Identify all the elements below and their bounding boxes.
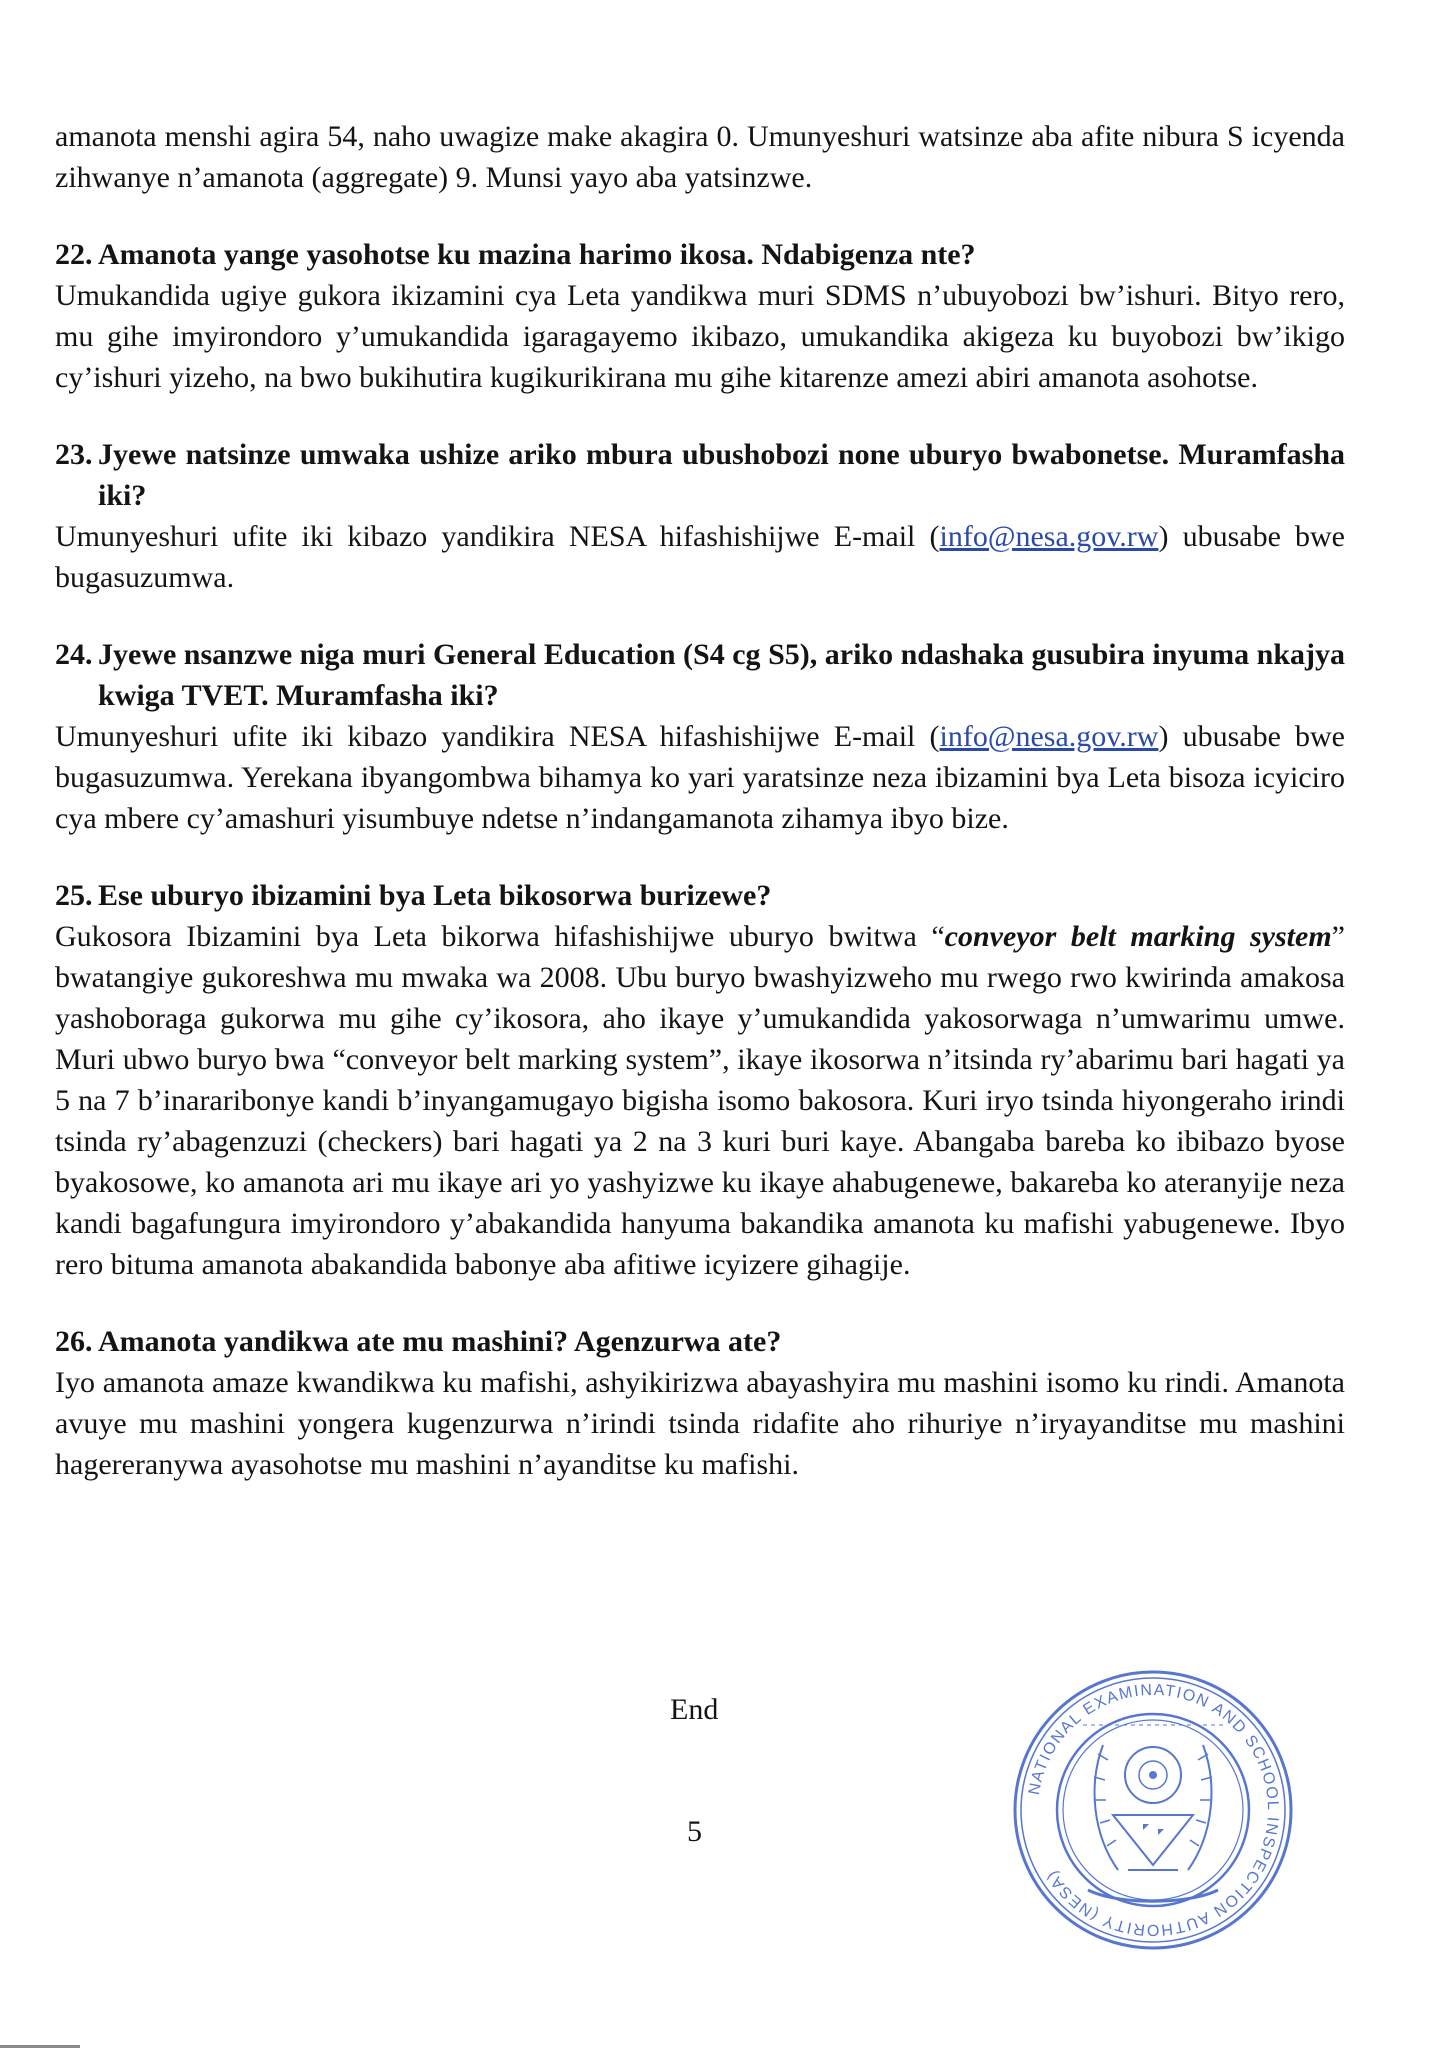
email-link[interactable]: info@nesa.gov.rw bbox=[939, 720, 1159, 753]
emphasized-term: conveyor belt marking system bbox=[944, 920, 1332, 953]
question-heading bbox=[55, 234, 1345, 275]
question-heading bbox=[55, 634, 1345, 716]
end-label: End bbox=[670, 1693, 719, 1726]
answer-text: ) ubusabe bwe bugasuzumwa. Yerekana ibyangombwa bihamya ko yari yaratsinze neza ibizamini bya Leta bisoza icyiciro cya mbere cy’amashuri yisumbuye ndetse n’indangamanota zihamya ibyo bize. bbox=[55, 720, 1345, 835]
answer-text: ) ubusabe bwe bugasuzumwa. bbox=[55, 520, 1345, 594]
answer-text: Umunyeshuri ufite iki kibazo yandikira NESA hifashishijwe E-mail ( bbox=[55, 520, 940, 553]
question-text: Jyewe natsinze umwaka ushize ariko mbura ubushobozi none uburyo bwabonetse. Muramfasha iki? bbox=[98, 438, 1345, 512]
seal-graphic bbox=[1008, 1665, 1298, 1955]
faq-item-23 bbox=[55, 434, 1345, 598]
intro-paragraph: amanota menshi agira 54, naho uwagize make akagira 0. Umunyeshuri watsinze aba afite nibura S icyenda zihwanye n’amanota (aggregate) 9. Munsi yayo aba yatsinzwe. bbox=[55, 120, 1345, 194]
answer-paragraph bbox=[55, 516, 1345, 598]
question-number: 22. bbox=[55, 238, 93, 271]
faq-item-24 bbox=[55, 634, 1345, 839]
question-text: Amanota yange yasohotse ku mazina harimo ikosa. Ndabigenza nte? bbox=[98, 238, 976, 271]
question-heading bbox=[55, 875, 1345, 916]
question-number: 24. bbox=[55, 638, 93, 671]
email-link[interactable]: info@nesa.gov.rw bbox=[939, 520, 1159, 553]
faq-item-25 bbox=[55, 875, 1345, 1285]
faq-item-26 bbox=[55, 1321, 1345, 1485]
question-text: Jyewe nsanzwe niga muri General Education (S4 cg S5), ariko ndashaka gusubira inyuma nkajya kwiga TVET. Muramfasha iki? bbox=[98, 638, 1345, 712]
question-heading bbox=[55, 1321, 1345, 1362]
answer-text: Umunyeshuri ufite iki kibazo yandikira NESA hifashishijwe E-mail ( bbox=[55, 720, 940, 753]
official-seal-stamp bbox=[1008, 1665, 1298, 1955]
answer-text: Gukosora Ibizamini bya Leta bikorwa hifashishijwe uburyo bwitwa “ bbox=[55, 920, 945, 953]
answer-paragraph: Iyo amanota amaze kwandikwa ku mafishi, ashyikirizwa abayashyira mu mashini isomo ku rindi. Amanota avuye mu mashini yongera kugenzurwa n’irindi tsinda ridafite aho rihuriye n’iryayanditse mu mashini hagereranywa ayasohotse mu mashini n’ayanditse ku mafishi. bbox=[55, 1366, 1345, 1481]
question-number: 26. bbox=[55, 1325, 93, 1358]
question-heading bbox=[55, 434, 1345, 516]
svg-text:NATIONAL EXAMINATION AND SCHOO: NATIONAL EXAMINATION AND SCHOOL INSPECTION AUTHORITY (NESA) bbox=[1025, 1681, 1282, 1939]
question-text: Amanota yandikwa ate mu mashini? Agenzurwa ate? bbox=[98, 1325, 782, 1358]
answer-text: ” bwatangiye gukoreshwa mu mwaka wa 2008. Ubu buryo bwashyizweho mu rwego rwo kwirinda amakosa yashoboraga gukorwa mu gihe cy’ikosora, aho ikaye y’umukandida yakosorwaga n’umwarimu umwe. Muri ubwo buryo bwa “conveyor belt marking system”, ikaye ikosorwa n’itsinda ry’abarimu bari hagati ya 5 na 7 b’inararibonye kandi b’inyangamugayo bigisha isomo bakosora. Kuri iryo tsinda hiyongeraho irindi tsinda ry’abagenzuzi (checkers) bari hagati ya 2 na 3 kuri buri kaye. Abangaba bareba ko ibibazo byose byakosowe, ko amanota ari mu ikaye ari yo yashyizwe ku ikaye ahabugenewe, bakareba ko ateranyije neza kandi bagafungura imyirondoro y’abakandida hanyuma bakandika amanota ku mafishi yabugenewe. Ibyo rero bituma amanota abakandida babonye aba afitiwe icyizere gihagije. bbox=[55, 920, 1345, 1281]
page-number: 5 bbox=[687, 1815, 702, 1848]
question-number: 25. bbox=[55, 879, 93, 912]
answer-paragraph: Umukandida ugiye gukora ikizamini cya Leta yandikwa muri SDMS n’ubuyobozi bw’ishuri. Bityo rero, mu gihe imyirondoro y’umukandida igaragayemo ikibazo, umukandika akigeza ku buyobozi bw’ikigo cy’ishuri yizeho, na bwo bukihutira kugikurikirana mu gihe kitarenze amezi abiri amanota asohotse. bbox=[55, 279, 1345, 394]
answer-paragraph bbox=[55, 716, 1345, 839]
answer-paragraph bbox=[55, 916, 1345, 1285]
question-text: Ese uburyo ibizamini bya Leta bikosorwa burizewe? bbox=[98, 879, 772, 912]
faq-item-22 bbox=[55, 234, 1345, 398]
document-page bbox=[55, 116, 1345, 1485]
question-number: 23. bbox=[55, 438, 93, 471]
